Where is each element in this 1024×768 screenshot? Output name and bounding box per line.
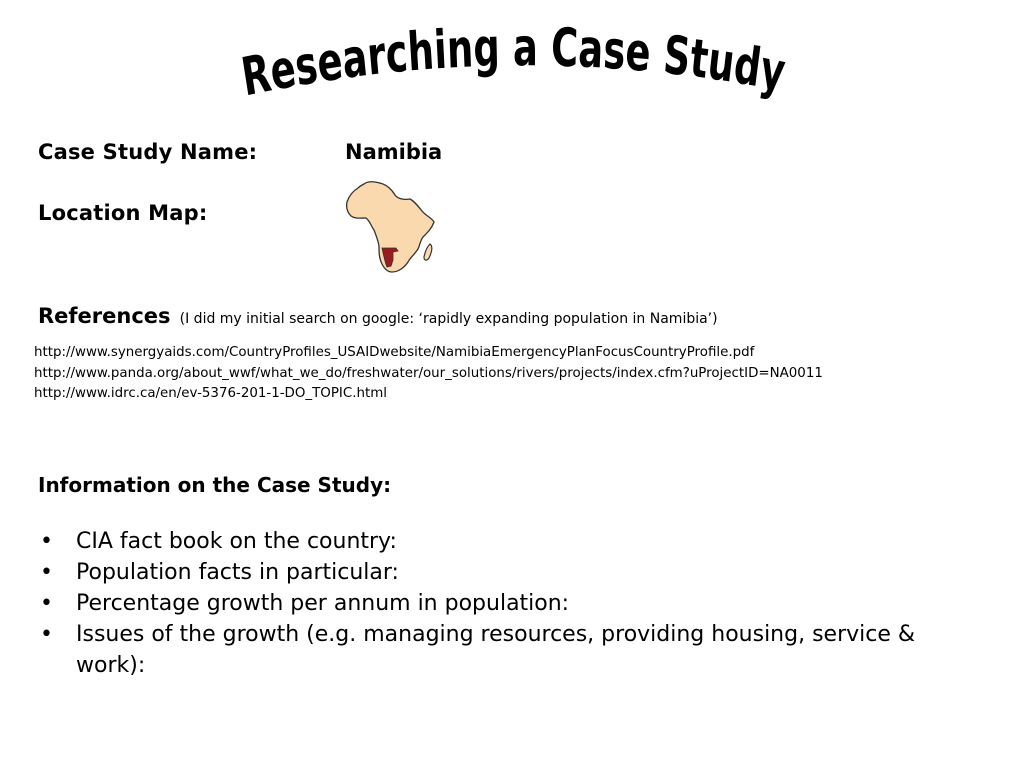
bullet-icon: • bbox=[40, 622, 53, 647]
bullet-icon: • bbox=[40, 529, 53, 554]
information-bullet-list bbox=[38, 526, 978, 681]
list-item bbox=[38, 588, 978, 619]
madagascar-shape bbox=[424, 244, 432, 260]
bullet-icon: • bbox=[40, 560, 53, 585]
bullet-text-issues-of-growth: Issues of the growth (e.g. managing resources, providing housing, service & work): bbox=[76, 622, 916, 678]
africa-map-icon bbox=[338, 178, 440, 276]
list-item bbox=[38, 557, 978, 588]
bullet-text-population-facts: Population facts in particular: bbox=[76, 560, 399, 585]
reference-link-synergyaids[interactable]: http://www.synergyaids.com/CountryProfiles_USAIDwebsite/NamibiaEmergencyPlanFocusCountryProfile.pdf bbox=[34, 345, 755, 360]
list-item bbox=[38, 526, 978, 557]
references-line bbox=[38, 304, 718, 328]
references-label: References bbox=[38, 304, 171, 328]
reference-links bbox=[34, 343, 1019, 405]
information-heading: Information on the Case Study: bbox=[38, 473, 392, 497]
list-item bbox=[38, 619, 978, 681]
case-study-name-label: Case Study Name: bbox=[38, 140, 258, 164]
page-title bbox=[0, 0, 1024, 110]
title-text bbox=[237, 16, 795, 109]
bullet-icon: • bbox=[40, 591, 53, 616]
reference-link-panda[interactable]: http://www.panda.org/about_wwf/what_we_do/freshwater/our_solutions/rivers/projects/index.cfm?uProjectID=NA0011 bbox=[34, 365, 823, 381]
case-study-name-value: Namibia bbox=[345, 140, 443, 164]
bullet-text-cia-fact-book: CIA fact book on the country: bbox=[76, 529, 397, 554]
references-note: (I did my initial search on google: ‘rapidly expanding population in Namibia’) bbox=[179, 311, 718, 327]
reference-link-idrc[interactable]: http://www.idrc.ca/en/ev-5376-201-1-DO_TOPIC.html bbox=[34, 386, 387, 401]
title-art bbox=[0, 0, 1024, 110]
title-text-path: Researching a Case Study bbox=[237, 16, 795, 109]
bullet-text-percentage-growth: Percentage growth per annum in population: bbox=[76, 591, 570, 616]
location-map-label: Location Map: bbox=[38, 201, 208, 225]
